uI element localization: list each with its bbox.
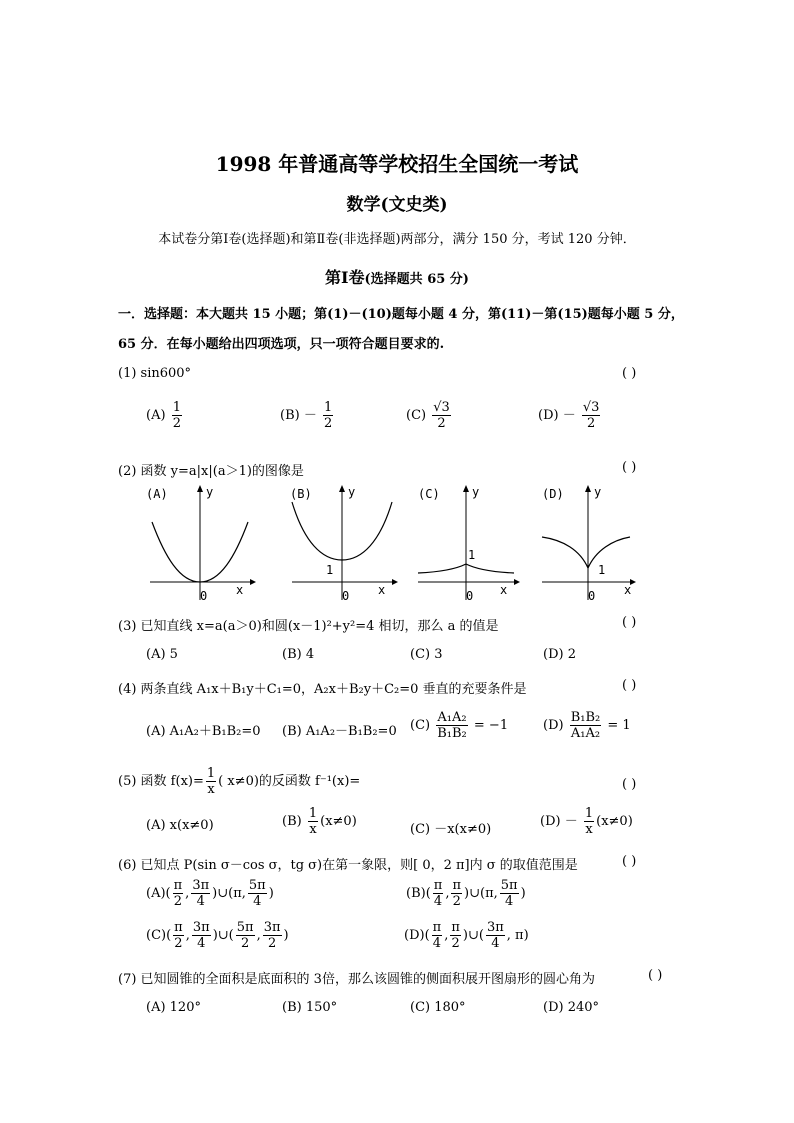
- q5-option-a: (A) x(x≠0): [146, 818, 214, 833]
- y-label: y: [206, 485, 214, 499]
- q5-b-den: x: [309, 822, 317, 837]
- q6-a-frac-1: [173, 878, 184, 909]
- q1-stem: (1) sin600°: [118, 366, 192, 381]
- q2-graph-c-svg: [410, 482, 530, 607]
- q2-graph-c: [410, 482, 530, 611]
- q2-graph-a-svg: [140, 482, 260, 607]
- q4-option-c: [410, 710, 508, 741]
- mark-label: 1: [326, 563, 334, 577]
- q7-option-c: (C) 180°: [410, 1000, 466, 1015]
- curve: [542, 537, 630, 568]
- q4-c-rhs: = −1: [473, 718, 509, 733]
- exam-title: 1998 年普通高等学校招生全国统一考试: [215, 152, 579, 176]
- q5-b-fraction: [308, 806, 318, 837]
- q6-answer-paren: ( ): [622, 854, 637, 869]
- origin-label: 0: [200, 589, 208, 603]
- q1-d-sign: －: [562, 408, 576, 423]
- x-axis-arrow: [514, 579, 520, 585]
- graph-label: (D): [542, 487, 564, 501]
- q4-option-b: (B) A₁A₂－B₁B₂=0: [282, 724, 397, 739]
- q1-d-num: √3: [582, 400, 600, 415]
- q1-a-label: (A): [146, 408, 166, 423]
- y-label: y: [348, 485, 356, 499]
- q1-option-a: [146, 400, 184, 431]
- q6-c-f4-num: 3π: [263, 920, 281, 935]
- q1-option-c: [406, 400, 453, 431]
- q4-d-num: B₁B₂: [570, 710, 601, 725]
- q6-b-f3-num: 5π: [500, 878, 518, 893]
- q6-d-f1-num: π: [432, 920, 442, 935]
- q6-option-d: (D)( $\frac{\pi}{4}$ , $\frac{\pi}{2}$ )∪( $\frac{3\pi}{4}$ , π): [404, 920, 529, 951]
- q1-b-sign: －: [303, 408, 317, 423]
- q6-option-c: (C)( $\frac{\pi}{2}$ , $\frac{3\pi}{4}$ )∪( $\frac{5\pi}{2}$ , $\frac{3\pi}{2}$ ): [146, 920, 289, 951]
- q6-c-f1-den: 2: [174, 936, 183, 951]
- q1-d-fraction: [582, 400, 601, 431]
- q6-b-frac-2: [451, 878, 462, 909]
- q5-d-den: x: [585, 822, 593, 837]
- q3-option-d: (D) 2: [543, 647, 576, 662]
- q3-answer-paren: ( ): [622, 615, 637, 630]
- y-axis-arrow: [585, 485, 591, 492]
- graph-label: (C): [418, 487, 440, 501]
- y-label: y: [594, 485, 602, 499]
- q4-c-den: B₁B₂: [437, 726, 467, 741]
- q1-b-num: 1: [324, 400, 333, 415]
- q1-a-num: 1: [172, 400, 181, 415]
- q5-b-num: 1: [308, 806, 318, 821]
- q6-b-frac-1: [433, 878, 444, 909]
- q5-d-fraction: [584, 806, 594, 837]
- q1-b-label: (B): [280, 408, 300, 423]
- q2-graph-d: [538, 482, 658, 611]
- q1-b-den: 2: [324, 416, 333, 431]
- q1-c-num: √3: [433, 400, 450, 415]
- q7-option-a: (A) 120°: [146, 1000, 201, 1015]
- q1-answer-paren: ( ): [622, 366, 637, 381]
- q6-a-label: (A): [146, 886, 166, 901]
- q5-b-post: (x≠0): [320, 814, 357, 829]
- y-axis-arrow: [339, 485, 345, 492]
- q6-a-f3-num: 5π: [248, 878, 266, 893]
- q6-c-f1-num: π: [174, 920, 183, 935]
- q6-d-f3-den: 4: [491, 936, 500, 951]
- q6-c-f4-den: 2: [267, 936, 277, 951]
- q5-d-post: (x≠0): [596, 814, 633, 829]
- q5-option-b: [282, 806, 357, 837]
- q1-option-d: [538, 400, 602, 431]
- q6-a-f3-den: 4: [253, 894, 262, 909]
- q6-c-label: (C): [146, 928, 167, 943]
- q6-d-frac-2: [450, 920, 461, 951]
- q1-a-den: 2: [172, 416, 181, 431]
- exam-intro: 本试卷分第Ⅰ卷(选择题)和第Ⅱ卷(非选择题)两部分，满分 150 分，考试 120 分钟．: [158, 232, 636, 247]
- q2-answer-paren: ( ): [622, 460, 637, 475]
- q4-option-d: [543, 710, 631, 741]
- q7-stem: (7) 已知圆锥的全面积是底面积的 3倍，那么该圆锥的侧面积展开图扇形的圆心角为: [118, 972, 595, 987]
- q6-option-a: (A)( $\frac{\pi}{2}$ , $\frac{3\pi}{4}$ )∪(π, $\frac{5\pi}{4}$ ): [146, 878, 274, 909]
- graph-label: (A): [146, 487, 168, 501]
- q4-stem: (4) 两条直线 A₁x＋B₁y＋C₁=0，A₂x＋B₂y＋C₂=0 垂直的充要条件是: [118, 682, 527, 697]
- q6-b-frac-3: [500, 878, 519, 909]
- y-label: y: [472, 485, 480, 499]
- q6-c-frac-2: [192, 920, 211, 951]
- origin-label: 0: [588, 589, 596, 603]
- q6-c-f2-num: 3π: [192, 920, 210, 935]
- graph-label: (B): [290, 487, 312, 501]
- q6-a-frac-3: [248, 878, 267, 909]
- mark-label: 1: [468, 548, 476, 562]
- q3-option-c: (C) 3: [410, 647, 443, 662]
- q6-b-f1-den: 4: [433, 894, 443, 909]
- q1-a-fraction: [172, 400, 182, 431]
- q4-c-label: (C): [410, 718, 431, 733]
- q6-b-pi: π,: [485, 886, 498, 901]
- origin-label: 0: [342, 589, 350, 603]
- q4-answer-paren: ( ): [622, 678, 637, 693]
- q5-stem: [118, 766, 360, 797]
- q6-a-frac-2: [191, 878, 210, 909]
- q5-stem-post: ( x≠0)的反函数 f⁻¹(x)=: [218, 774, 361, 789]
- q6-c-f3-den: 2: [241, 936, 250, 951]
- q6-c-f2-den: 4: [197, 936, 206, 951]
- q1-c-den: 2: [437, 416, 446, 431]
- q7-option-b: (B) 150°: [282, 1000, 338, 1015]
- q7-answer-paren: ( ): [648, 968, 663, 983]
- x-label: x: [378, 583, 386, 597]
- q6-a-f2-den: 4: [196, 894, 205, 909]
- q4-c-num: A₁A₂: [437, 710, 467, 725]
- q6-d-f2-num: π: [451, 920, 460, 935]
- x-label: x: [500, 583, 508, 597]
- q6-stem: (6) 已知点 P(sin σ－cos σ，tg σ)在第一象限，则[ 0，2 π]内 σ 的取值范围是: [118, 858, 578, 873]
- q6-b-f1-num: π: [433, 878, 443, 893]
- x-axis-arrow: [392, 579, 398, 585]
- q2-graph-b: [282, 482, 402, 611]
- q2-graph-a: [140, 482, 260, 611]
- q4-c-fraction: [436, 710, 468, 741]
- q3-option-a: (A) 5: [146, 647, 178, 662]
- q2-stem: (2) 函数 y=a|x|(a＞1)的图像是: [118, 464, 304, 479]
- q7-option-d: (D) 240°: [543, 1000, 600, 1015]
- q1-option-b: [280, 400, 335, 431]
- q5-stem-pre: (5) 函数 f(x)=: [118, 774, 204, 789]
- q5-d-num: 1: [584, 806, 594, 821]
- volume-main: 第Ⅰ卷: [325, 268, 365, 287]
- q6-d-frac-1: [432, 920, 443, 951]
- instructions-line-2: 65 分．在每小题给出四项选项，只一项符合题目要求的.: [118, 337, 445, 352]
- q6-c-frac-3: [236, 920, 255, 951]
- q3-option-b: (B) 4: [282, 647, 315, 662]
- q1-c-label: (C): [406, 408, 427, 423]
- q6-b-f2-num: π: [452, 878, 462, 893]
- q4-d-den: A₁A₂: [570, 726, 601, 741]
- q6-option-b: (B)( $\frac{\pi}{4}$ , $\frac{\pi}{2}$ )∪(π, $\frac{5\pi}{4}$ ): [406, 878, 526, 909]
- q6-d-f2-den: 2: [451, 936, 460, 951]
- q6-b-label: (B): [406, 886, 426, 901]
- q6-d-pi: π: [515, 928, 524, 943]
- exam-subtitle: 数学(文史类): [346, 195, 448, 215]
- origin-label: 0: [466, 589, 474, 603]
- volume-note: (选择题共 65 分): [364, 272, 469, 287]
- x-label: x: [624, 583, 632, 597]
- q5-answer-paren: ( ): [622, 777, 637, 792]
- q1-d-label: (D): [538, 408, 559, 423]
- q5-stem-den: x: [207, 782, 215, 797]
- q5-option-d: [540, 806, 633, 837]
- q5-d-label: (D) －: [540, 814, 578, 829]
- q1-b-fraction: [323, 400, 333, 431]
- y-axis-arrow: [463, 485, 469, 492]
- y-axis-arrow: [197, 485, 203, 492]
- q6-d-label: (D): [404, 928, 425, 943]
- q4-option-a: (A) A₁A₂＋B₁B₂=0: [146, 724, 261, 739]
- x-label: x: [236, 583, 244, 597]
- q5-stem-fraction: [206, 766, 216, 797]
- q6-b-f3-den: 4: [505, 894, 514, 909]
- q6-b-f2-den: 2: [452, 894, 461, 909]
- q6-c-frac-4: [263, 920, 282, 951]
- q6-c-frac-1: [173, 920, 184, 951]
- q6-a-f1-num: π: [173, 878, 183, 893]
- q6-d-frac-3: [486, 920, 505, 951]
- q5-stem-num: 1: [206, 766, 216, 781]
- q1-c-fraction: [432, 400, 451, 431]
- q4-d-fraction: [570, 710, 602, 741]
- q4-d-rhs: = 1: [607, 718, 631, 733]
- q6-c-f3-num: 5π: [236, 920, 254, 935]
- instructions-line-1: 一．选择题：本大题共 15 小题；第(1)－(10)题每小题 4 分，第(11)－第(15)题每小题 5 分，: [118, 307, 684, 322]
- q1-d-den: 2: [587, 416, 596, 431]
- x-axis-arrow: [250, 579, 256, 585]
- q6-d-f3-num: 3π: [486, 920, 504, 935]
- q3-stem: (3) 已知直线 x=a(a＞0)和圆(x－1)²+y²=4 相切，那么 a 的值是: [118, 619, 499, 634]
- q6-a-f1-den: 2: [173, 894, 183, 909]
- q4-d-label: (D): [543, 718, 564, 733]
- q2-graph-d-svg: [538, 482, 658, 607]
- mark-label: 1: [598, 563, 606, 577]
- q5-option-c: (C) －x(x≠0): [410, 822, 492, 837]
- q6-d-f1-den: 4: [432, 936, 442, 951]
- q6-a-f2-num: 3π: [192, 878, 210, 893]
- volume-heading: [0, 265, 794, 288]
- q2-graph-b-svg: [282, 482, 402, 607]
- q6-a-pi: π,: [233, 886, 246, 901]
- q5-b-label: (B): [282, 814, 302, 829]
